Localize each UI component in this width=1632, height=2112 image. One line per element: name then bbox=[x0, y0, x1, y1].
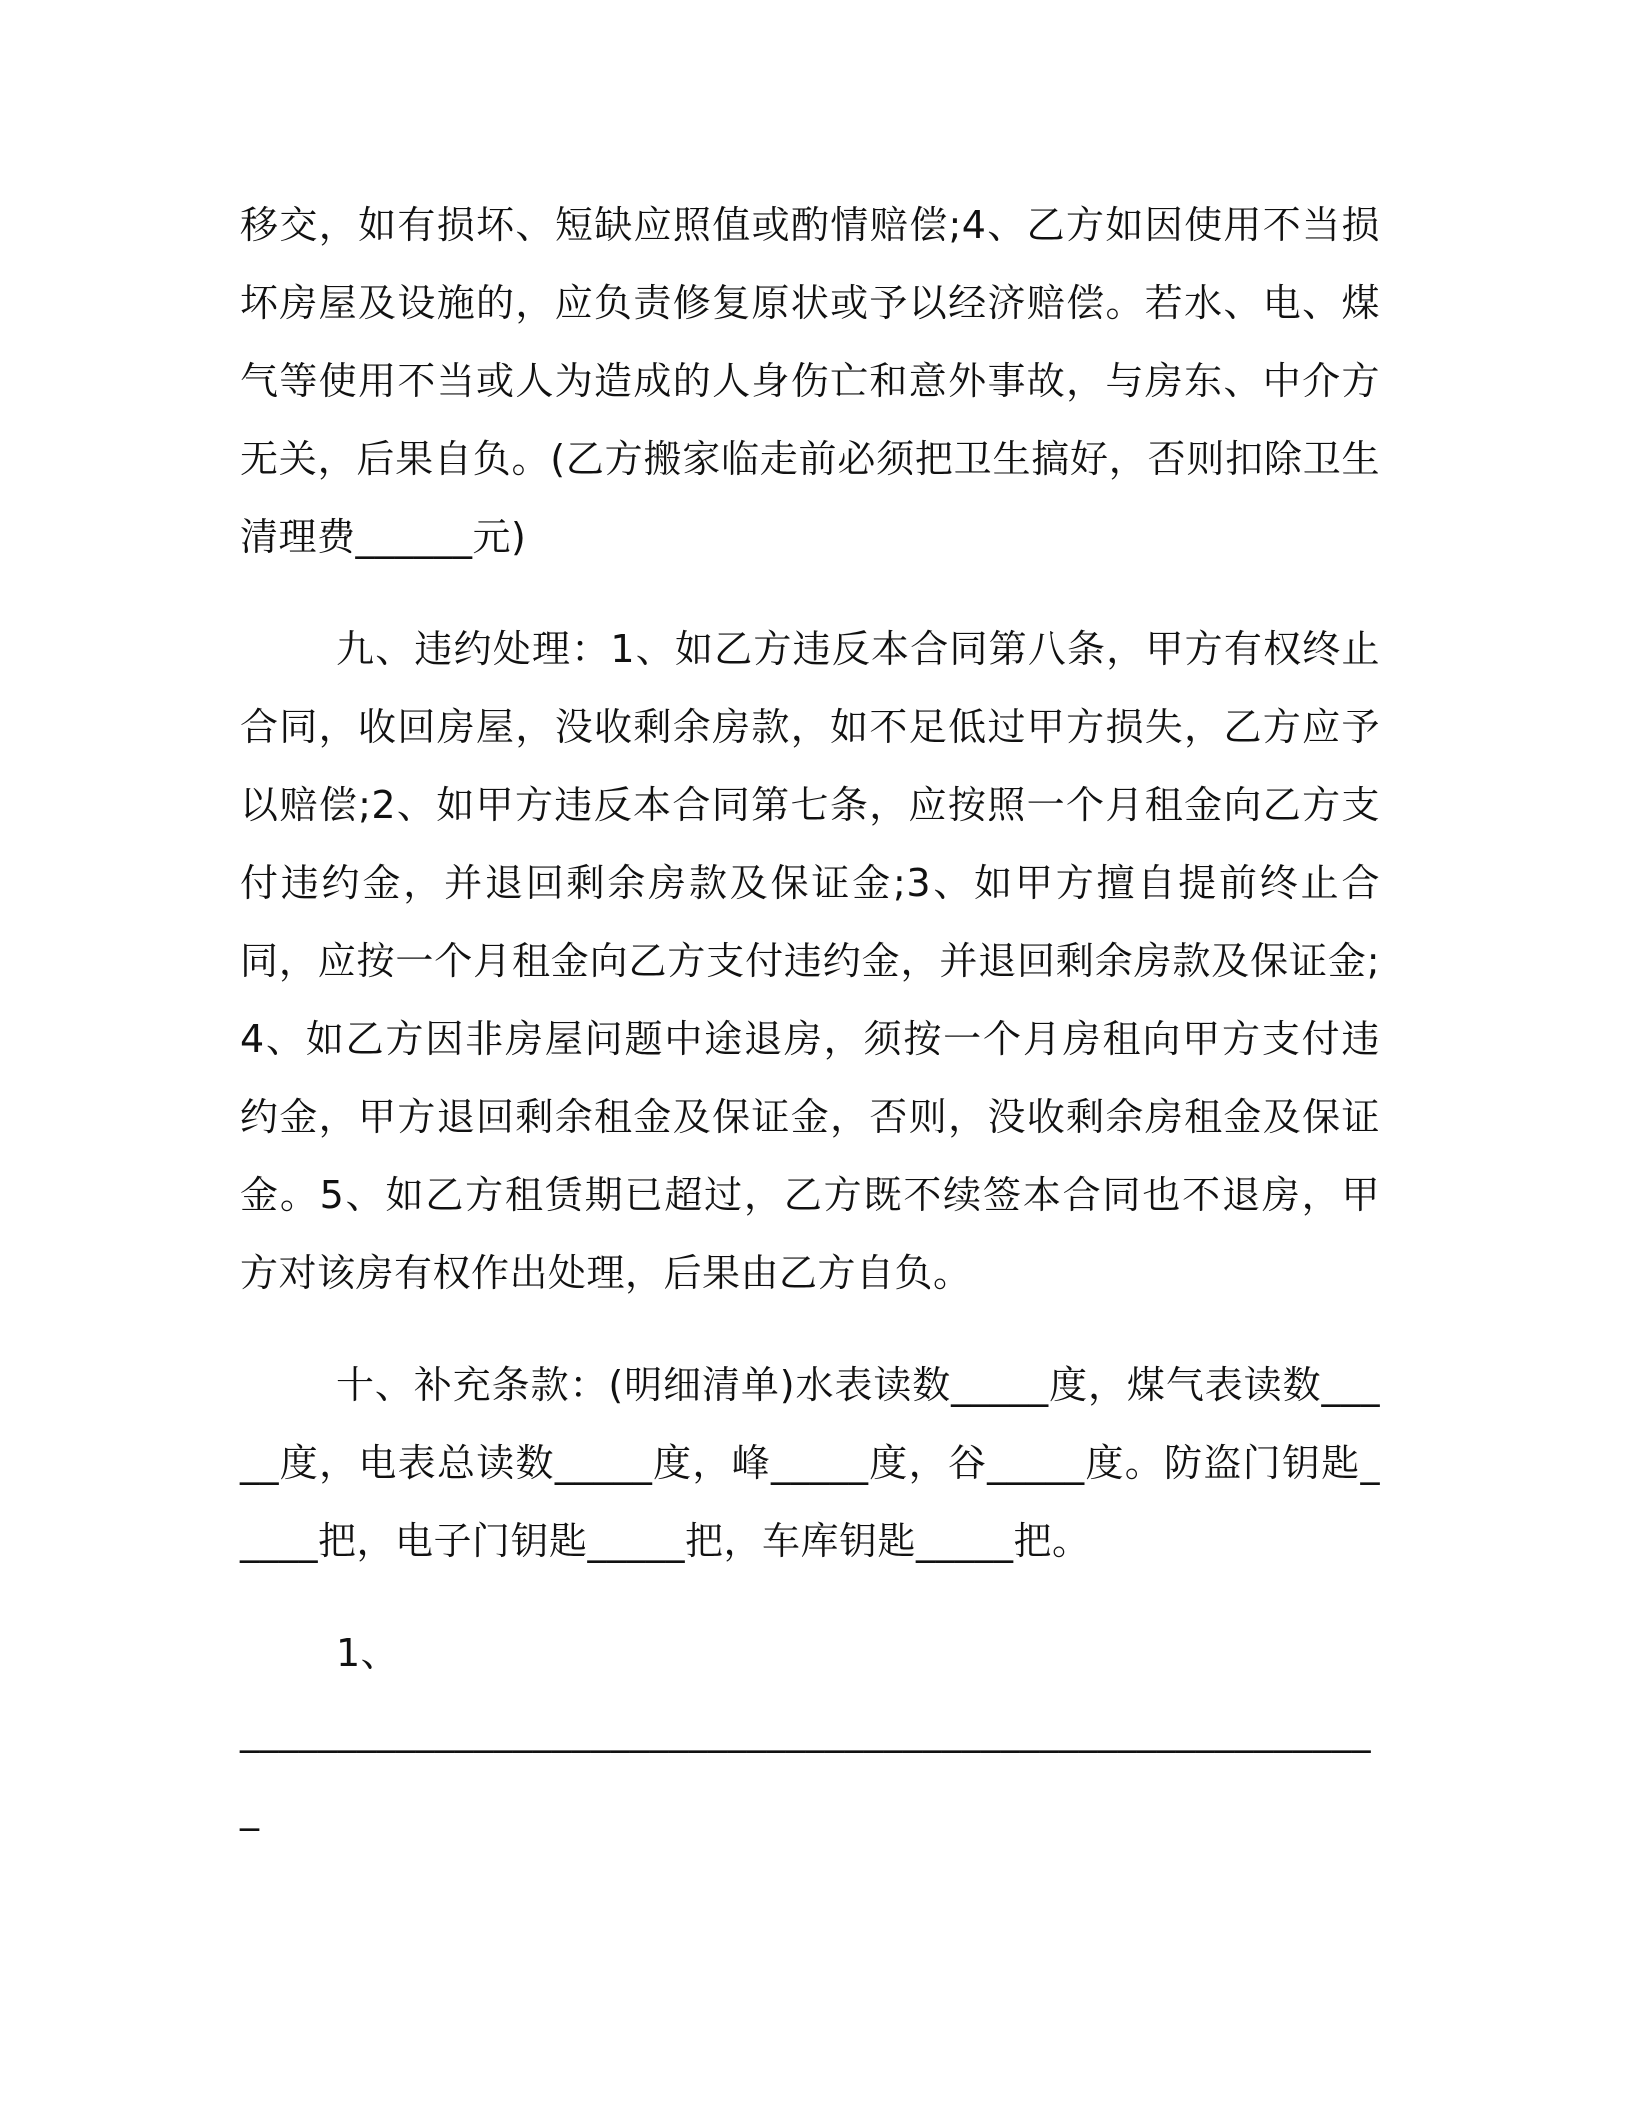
document-page bbox=[240, 186, 1380, 1848]
paragraph-compensation-terms: 移交，如有损坏、短缺应照值或酌情赔偿;4、乙方如因使用不当损坏房屋及设施的，应负责修复原状或予以经济赔偿。若水、电、煤气等使用不当或人为造成的人身伤亡和意外事故，与房东、中介方无关，后果自负。(乙方搬家临走前必须把卫生搞好，否则扣除卫生清理费______元) bbox=[240, 203, 1380, 559]
paragraph-item-1: 1、 bbox=[336, 1631, 400, 1675]
blank-fill-line: ___________________________________________________________ bbox=[240, 1709, 1371, 1831]
paragraph-breach-handling: 九、违约处理：1、如乙方违反本合同第八条，甲方有权终止合同，收回房屋，没收剩余房款，如不足低过甲方损失，乙方应予以赔偿;2、如甲方违反本合同第七条，应按照一个月租金向乙方支付违约金，并退回剩余房款及保证金;3、如甲方擅自提前终止合同，应按一个月租金向乙方支付违约金，并退回剩余房款及保证金;4、如乙方因非房屋问题中途退房，须按一个月房租向甲方支付违约金，甲方退回剩余租金及保证金，否则，没收剩余房租金及保证金。5、如乙方租赁期已超过，乙方既不续签本合同也不退房，甲方对该房有权作出处理，后果由乙方自负。 bbox=[240, 627, 1380, 1295]
paragraph-supplementary-terms: 十、补充条款：(明细清单)水表读数_____度，煤气表读数_____度，电表总读数_____度，峰_____度，谷_____度。防盗门钥匙_____把，电子门钥匙_____把，车库钥匙_____把。 bbox=[240, 1363, 1380, 1563]
